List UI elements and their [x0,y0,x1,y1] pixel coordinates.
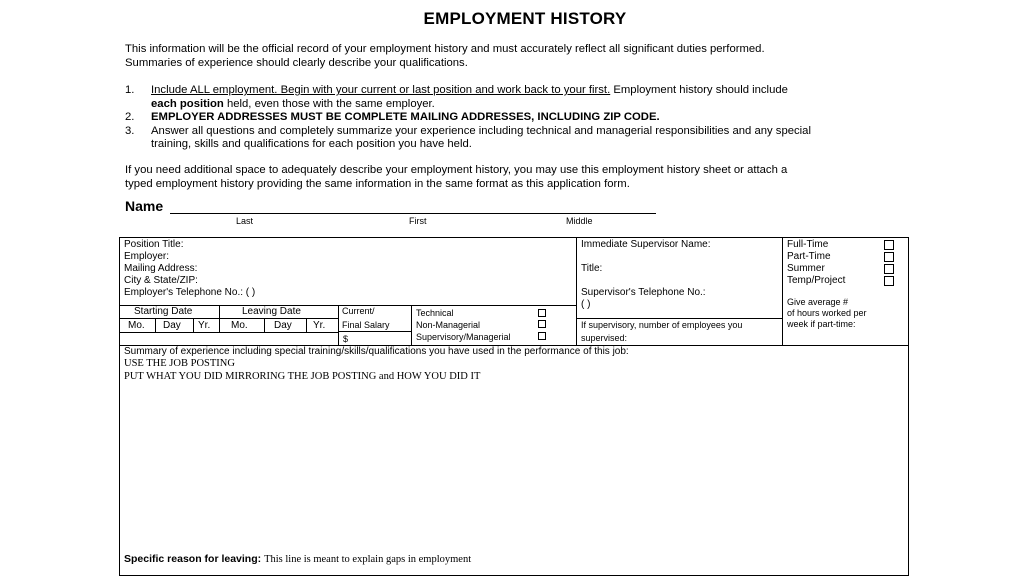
summary-text[interactable]: USE THE JOB POSTING [124,358,235,369]
name-middle-caption: Middle [566,216,593,226]
reason-label: Specific reason for leaving: [124,553,262,565]
divider [782,237,783,346]
item-number: 3. [125,124,135,137]
leave-day-label: Day [274,320,292,331]
divider [306,318,307,333]
instruction-item-3 [125,125,935,152]
summary-label: Summary of experience including special training/skills/qualifications you have used in the performance of this job: [124,346,629,357]
final-salary-label: Final Salary [342,320,390,330]
divider [338,331,411,332]
instruction-item-2 [125,111,935,125]
non-managerial-checkbox[interactable] [538,320,546,328]
instruction-item-1 [125,84,935,111]
intro-line: Summaries of experience should clearly describe your qualifications. [125,56,468,69]
intro-line: This information will be the official record of your employment history and must accurately reflect all significant duties performed. [125,43,765,55]
instruction-text: EMPLOYER ADDRESSES MUST BE COMPLETE MAILING ADDRESSES, INCLUDING ZIP CODE. [151,111,660,123]
instruction-text: Employment history should include [610,84,788,96]
leaving-date-label: Leaving Date [242,306,301,317]
start-month-label: Mo. [128,320,145,331]
instruction-text: Include ALL employment. Begin with your current or last position and work back to your first. [151,84,611,96]
divider [338,305,339,345]
extra-line: If you need additional space to adequately describe your employment history, you may use this employment history sheet or attach a [125,164,788,176]
instruction-text: Answer all questions and completely summarize your experience including technical and managerial responsibilities and any special [151,124,811,137]
leave-month-label: Mo. [231,320,248,331]
summary-text[interactable]: PUT WHAT YOU DID MIRRORING THE JOB POSTING and HOW YOU DID IT [124,371,481,382]
full-time-checkbox[interactable] [884,240,894,250]
avg-hours-field[interactable]: week if part-time: [787,319,856,329]
item-number: 1. [125,84,135,96]
temp-project-label: Temp/Project [787,275,846,286]
instruction-emphasis: each position [151,97,224,110]
part-time-label: Part-Time [787,251,831,262]
name-label: Name [125,198,164,214]
full-time-label: Full-Time [787,239,829,250]
supervisor-phone-label: Supervisor's Telephone No.: [581,287,706,298]
name-last-caption: Last [236,216,254,226]
starting-date-label: Starting Date [134,306,193,317]
start-day-label: Day [163,320,181,331]
name-first-caption: First [409,216,427,226]
employer-field[interactable]: Employer: [124,251,170,262]
supervised-count-label: If supervisory, number of employees you [581,320,743,330]
part-time-checkbox[interactable] [884,252,894,262]
divider [219,305,220,333]
divider [155,318,156,333]
divider [576,237,577,346]
supervised-count-field[interactable]: supervised: [581,333,628,343]
reason-field[interactable]: This line is meant to explain gaps in employment [264,554,472,565]
page-title: EMPLOYMENT HISTORY [423,9,627,28]
temp-project-checkbox[interactable] [884,276,894,286]
extra-space-paragraph [125,164,925,191]
avg-hours-label: Give average # [787,297,849,307]
non-managerial-label: Non-Managerial [416,320,481,330]
leave-year-label: Yr. [313,320,326,331]
instruction-list [125,84,935,152]
divider [193,318,194,333]
extra-line: typed employment history providing the same information in the same format as this application form. [125,177,630,190]
intro-paragraph [125,43,925,70]
name-input-line[interactable] [170,213,656,214]
salary-field[interactable]: $ [343,334,349,344]
avg-hours-label: of hours worked per [787,308,867,318]
position-title-field[interactable]: Position Title: [124,239,184,250]
summer-checkbox[interactable] [884,264,894,274]
supervisor-name-field[interactable]: Immediate Supervisor Name: [581,239,711,250]
supervisor-title-field[interactable]: Title: [581,263,603,274]
instruction-text: training, skills and qualifications for each position you have held. [151,138,472,150]
divider [264,318,265,333]
supervisory-managerial-label: Supervisory/Managerial [416,332,511,342]
current-salary-label: Current/ [342,306,375,316]
divider [576,318,783,319]
instruction-text: held, even those with the same employer. [223,97,435,110]
supervisor-phone-field[interactable]: ( ) [581,299,591,310]
divider [411,305,412,345]
supervisory-checkbox[interactable] [538,332,546,340]
city-state-zip-field[interactable]: City & State/ZIP: [124,275,198,286]
item-number: 2. [125,111,135,123]
technical-label: Technical [416,308,454,318]
employer-phone-field[interactable]: Employer's Telephone No.: ( ) [124,287,256,298]
start-year-label: Yr. [198,320,211,331]
technical-checkbox[interactable] [538,309,546,317]
reason-for-leaving [124,553,471,565]
summer-label: Summer [787,263,825,274]
mailing-address-field[interactable]: Mailing Address: [124,263,198,274]
divider [119,332,338,333]
